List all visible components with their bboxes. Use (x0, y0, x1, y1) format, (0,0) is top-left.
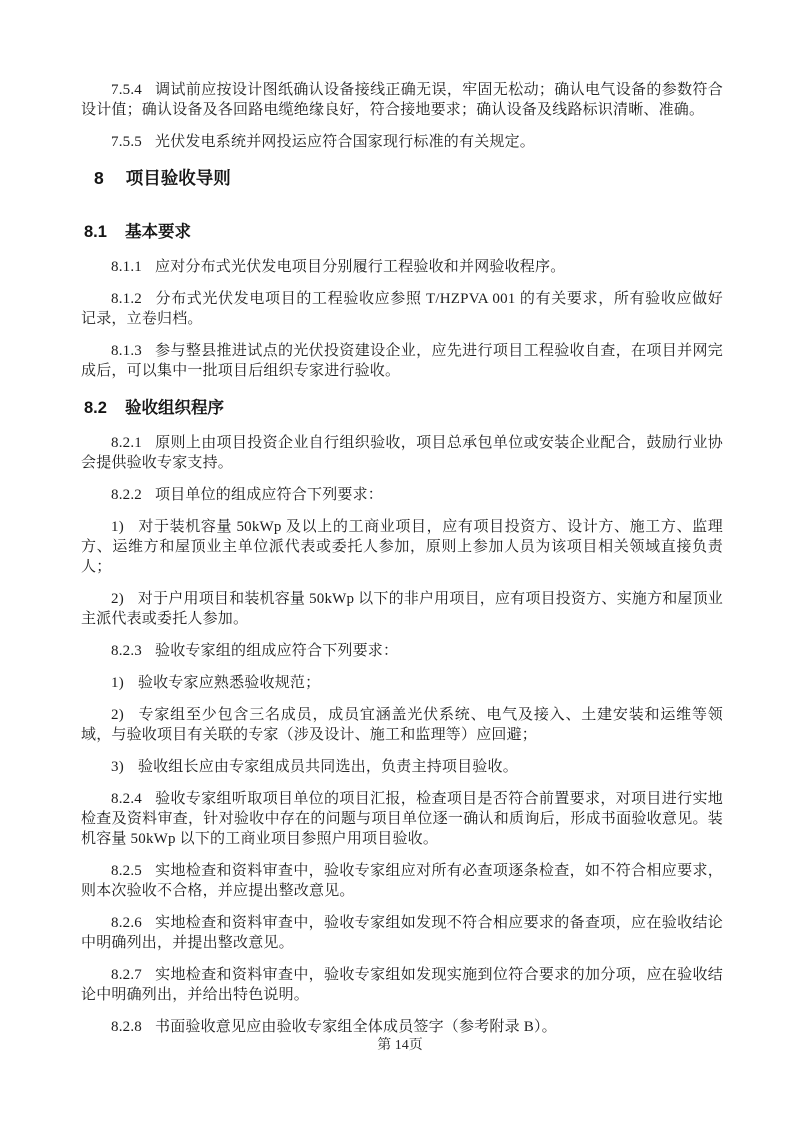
clause-number: 2) (111, 591, 124, 607)
clause-text: 项目单位的组成应符合下列要求： (155, 487, 384, 503)
clause-text: 对于户用项目和装机容量 50kWp 以下的非户用项目，应有项目投资方、实施方和屋顶业主派代表或委托人参加。 (81, 591, 723, 627)
clause-text: 应对分布式光伏发电项目分别履行工程验收和并网验收程序。 (155, 259, 566, 275)
clause-text: 验收组长应由专家组成员共同选出，负责主持项目验收。 (137, 759, 518, 775)
clause-paragraph-8.2.7 (81, 965, 723, 1005)
clause-text: 实地检查和资料审查中，验收专家组如发现不符合相应要求的备查项，应在验收结论中明确列出，并提出整改意见。 (81, 915, 723, 951)
clause-number: 8.2.3 (111, 643, 142, 659)
clause-text: 验收专家组的组成应符合下列要求： (155, 643, 399, 659)
clause-text: 专家组至少包含三名成员，成员宜涵盖光伏系统、电气及接入、土建安装和运维等领域，与验收项目有关联的专家（涉及设计、施工和监理等）应回避； (81, 707, 723, 743)
clause-text: 实地检查和资料审查中，验收专家组应对所有必查项逐条检查，如不符合相应要求，则本次验收不合格，并应提出整改意见。 (81, 863, 723, 899)
clause-number: 8.2.7 (111, 967, 142, 983)
clause-number: 8.2.2 (111, 487, 142, 503)
clause-number: 7.5.5 (111, 134, 142, 150)
clause-number: 8.1 (84, 223, 107, 241)
clause-text: 调试前应按设计图纸确认设备接线正确无误，牢固无松动；确认电气设备的参数符合设计值；确认设备及各回路电缆绝缘良好，符合接地要求；确认设备及线路标识清晰、准确。 (81, 82, 723, 118)
clause-number: 8.1.2 (111, 291, 142, 307)
clause-number: 2) (111, 707, 124, 723)
clause-paragraph-8.2.1 (81, 433, 723, 473)
clause-paragraph-7.5.4 (81, 80, 723, 120)
clause-paragraph-8.2.2 (81, 485, 723, 505)
clause-text: 书面验收意见应由验收专家组全体成员签字（参考附录 B）。 (155, 1019, 557, 1035)
clause-number: 8.1.3 (111, 343, 142, 359)
clause-text: 原则上由项目投资企业自行组织验收，项目总承包单位或安装企业配合，鼓励行业协会提供验收专家支持。 (81, 435, 723, 471)
section-heading-8.2 (81, 397, 723, 419)
list-item-1 (81, 517, 723, 577)
clause-text: 验收组织程序 (124, 399, 224, 417)
page-number: 第 14页 (377, 1038, 423, 1053)
list-item-3 (81, 757, 723, 777)
page-footer (0, 1034, 800, 1054)
clause-text: 项目验收导则 (125, 168, 231, 188)
list-item-2 (81, 589, 723, 629)
clause-paragraph-7.5.5 (81, 132, 723, 152)
clause-number: 8.1.1 (111, 259, 142, 275)
clause-number: 8.2.8 (111, 1019, 142, 1035)
clause-number: 8.2.5 (111, 863, 142, 879)
clause-text: 参与整县推进试点的光伏投资建设企业，应先进行项目工程验收自查，在项目并网完成后，可以集中一批项目后组织专家进行验收。 (81, 343, 723, 379)
document-body (81, 0, 723, 1049)
clause-number: 8.2 (84, 399, 107, 417)
clause-number: 1) (111, 519, 124, 535)
clause-text: 基本要求 (124, 223, 191, 241)
clause-paragraph-8.2.6 (81, 913, 723, 953)
list-item-1 (81, 673, 723, 693)
clause-text: 分布式光伏发电项目的工程验收应参照 T/HZPVA 001 的有关要求，所有验收应做好记录，立卷归档。 (81, 291, 723, 327)
clause-number: 8.2.6 (111, 915, 142, 931)
section-heading-8.1 (81, 221, 723, 243)
clause-paragraph-8.2.5 (81, 861, 723, 901)
clause-paragraph-8.2.4 (81, 789, 723, 849)
clause-text: 验收专家应熟悉验收规范； (137, 675, 321, 691)
clause-number: 8.2.4 (111, 791, 142, 807)
clause-text: 验收专家组听取项目单位的项目汇报，检查项目是否符合前置要求，对项目进行实地检查及资料审查，针对验收中存在的问题与项目单位逐一确认和质询后，形成书面验收意见。装机容量 50kWp 以下的工商业项目参照户用项目验收。 (81, 791, 723, 847)
clause-text: 对于装机容量 50kWp 及以上的工商业项目，应有项目投资方、设计方、施工方、监理方、运维方和屋顶业主单位派代表或委托人参加，原则上参加人员为该项目相关领域直接负责人； (81, 519, 723, 575)
clause-text: 光伏发电系统并网投运应符合国家现行标准的有关规定。 (155, 134, 536, 150)
clause-number: 3) (111, 759, 124, 775)
chapter-heading-8 (81, 167, 723, 189)
clause-number: 7.5.4 (111, 82, 142, 98)
clause-number: 1) (111, 675, 124, 691)
clause-number: 8.2.1 (111, 435, 142, 451)
list-item-2 (81, 705, 723, 745)
clause-paragraph-8.2.3 (81, 641, 723, 661)
clause-paragraph-8.1.3 (81, 341, 723, 381)
clause-number: 8 (94, 168, 104, 188)
clause-text: 实地检查和资料审查中，验收专家组如发现实施到位符合要求的加分项，应在验收结论中明确列出，并给出特色说明。 (81, 967, 723, 1003)
clause-paragraph-8.1.1 (81, 257, 723, 277)
clause-paragraph-8.1.2 (81, 289, 723, 329)
